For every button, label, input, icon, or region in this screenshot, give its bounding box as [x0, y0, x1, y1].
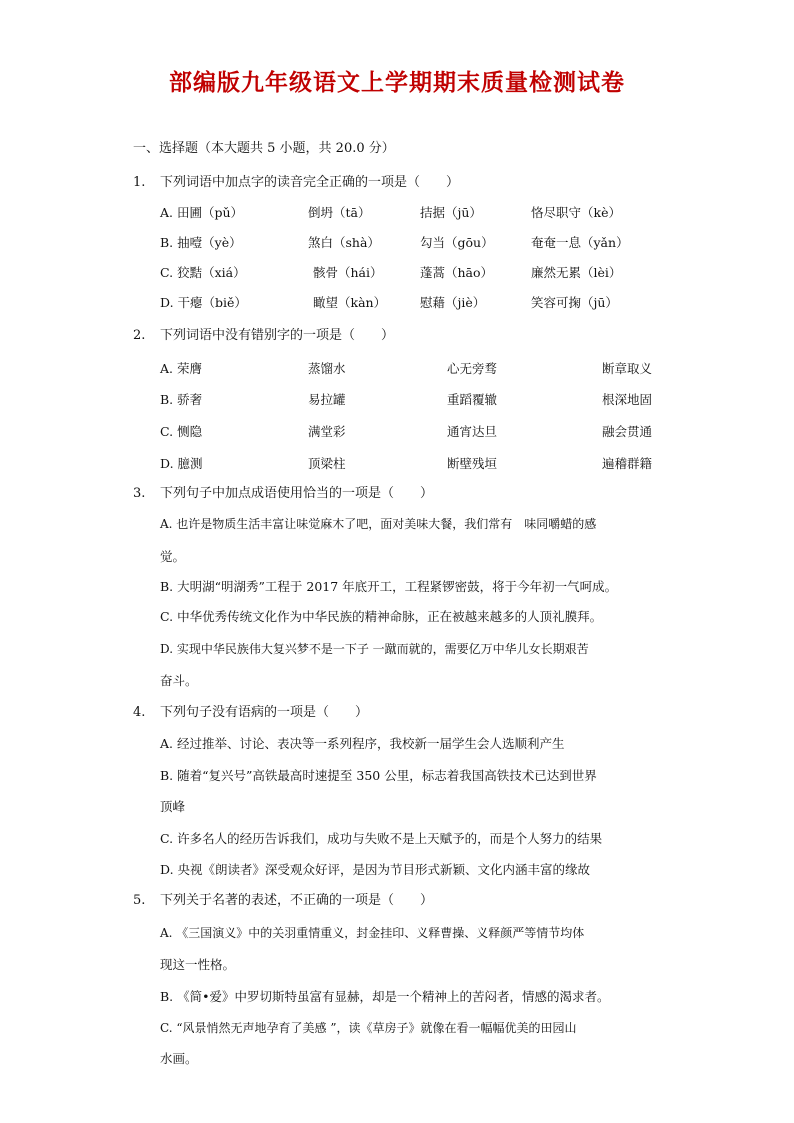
option-text: B. 大明湖“明湖秀”工程于 2017 年底开工，工程紧锣密鼓，将于今年初一气呵成。: [160, 579, 618, 594]
question-number: 2.: [133, 328, 146, 343]
option-cell: 重蹈覆辙: [447, 392, 498, 407]
option-cell: 通宵达旦: [447, 424, 498, 439]
option-cell: 易拉罐: [308, 392, 346, 407]
question-stem: 下列句子中加点成语使用恰当的一项是（ ）: [160, 486, 434, 501]
question-stem: 下列关于名著的表述，不正确的一项是（ ）: [160, 893, 434, 908]
option-cell: 拮据（jū）: [420, 205, 482, 220]
option-text: 现这一性格。: [160, 957, 236, 972]
option-text: C. “风景悄然无声地孕育了美感 ”，读《草房子》就像在看一幅幅优美的田园山: [160, 1021, 577, 1035]
option-cell: B. 骄奢: [160, 392, 203, 407]
page-title: 部编版九年级语文上学期期末质量检测试卷: [169, 69, 625, 96]
question-stem: 下列词语中加点字的读音完全正确的一项是（ ）: [160, 175, 460, 190]
option-text: 觉。: [160, 549, 186, 564]
option-text: A. 经过推举、讨论、表决等一系列程序，我校新一届学生会人选顺利产生: [160, 736, 565, 751]
question-number: 3.: [133, 486, 146, 501]
option-text: C. 中华优秀传统文化作为中华民族的精神命脉，正在被越来越多的人顶礼膜拜。: [160, 609, 603, 624]
option-cell: C. 恻隐: [160, 424, 203, 439]
option-text: 奋斗。: [160, 673, 198, 688]
option-cell: A. 田圃（pǔ）: [160, 205, 244, 220]
option-cell: C. 狡黠（xiá）: [160, 265, 246, 280]
option-cell: 蒸馏水: [308, 361, 346, 376]
option-cell: 满堂彩: [308, 424, 346, 439]
option-text: D. 央视《朗读者》深受观众好评，是因为节目形式新颖、文化内涵丰富的缘故: [160, 862, 591, 877]
option-cell: B. 抽噎（yè）: [160, 235, 242, 250]
option-cell: 遍稽群籍: [602, 456, 653, 471]
option-text: A. 《三国演义》中的关羽重情重义，封金挂印、义释曹操、义释颜严等情节均体: [160, 926, 585, 940]
question-number: 4.: [133, 705, 146, 720]
option-text: C. 许多名人的经历告诉我们，成功与失败不是上天赋予的，而是个人努力的结果: [160, 831, 603, 846]
option-cell: 煞白（shà）: [308, 235, 380, 250]
option-cell: 勾当（gōu）: [420, 235, 494, 250]
option-cell: 瞰望（kàn）: [313, 295, 387, 310]
option-cell: 顶梁柱: [308, 456, 346, 471]
option-text: 水画。: [160, 1051, 198, 1066]
option-text: B. 《简•爱》中罗切斯特虽富有显赫，却是一个精神上的苦闷者，情感的渴求者。: [160, 989, 610, 1004]
option-cell: 蓬蒿（hāo）: [420, 265, 494, 280]
option-text: D. 实现中华民族伟大复兴梦不是一下子 一蹴而就的，需要亿万中华儿女长期艰苦: [160, 642, 589, 656]
option-cell: 骸骨（hái）: [313, 265, 383, 280]
option-cell: A. 荣膺: [160, 361, 202, 376]
question-stem: 下列词语中没有错别字的一项是（ ）: [160, 328, 395, 343]
option-cell: 慰藉（jiè）: [420, 295, 486, 310]
option-cell: 断壁残垣: [447, 456, 498, 471]
option-cell: 廉然无累（lèi）: [531, 265, 622, 280]
question-number: 1.: [133, 175, 146, 190]
option-text: 顶峰: [160, 799, 186, 814]
question-stem: 下列句子没有语病的一项是（ ）: [160, 705, 369, 720]
option-cell: 根深地固: [602, 392, 653, 407]
option-cell: 融会贯通: [602, 424, 653, 439]
section-heading: 一、选择题（本大题共 5 小题，共 20.0 分）: [133, 141, 395, 156]
option-cell: 断章取义: [602, 361, 653, 376]
option-cell: 恪尽职守（kè）: [531, 205, 621, 220]
option-cell: 奄奄一息（yǎn）: [531, 235, 629, 250]
option-cell: 倒坍（tā）: [308, 205, 371, 220]
option-cell: D. 干瘪（biě）: [160, 295, 247, 310]
option-text: B. 随着“复兴号”高铁最高时速提至 350 公里，标志着我国高铁技术已达到世界: [160, 768, 597, 783]
option-text: A. 也许是物质生活丰富让味觉麻木了吧，面对美味大餐，我们常有 味同嚼蜡的感: [160, 517, 597, 531]
question-number: 5.: [133, 893, 146, 908]
option-cell: 笑容可掬（jū）: [531, 295, 618, 310]
option-cell: 心无旁骛: [447, 361, 498, 376]
option-cell: D. 臆测: [160, 456, 203, 471]
